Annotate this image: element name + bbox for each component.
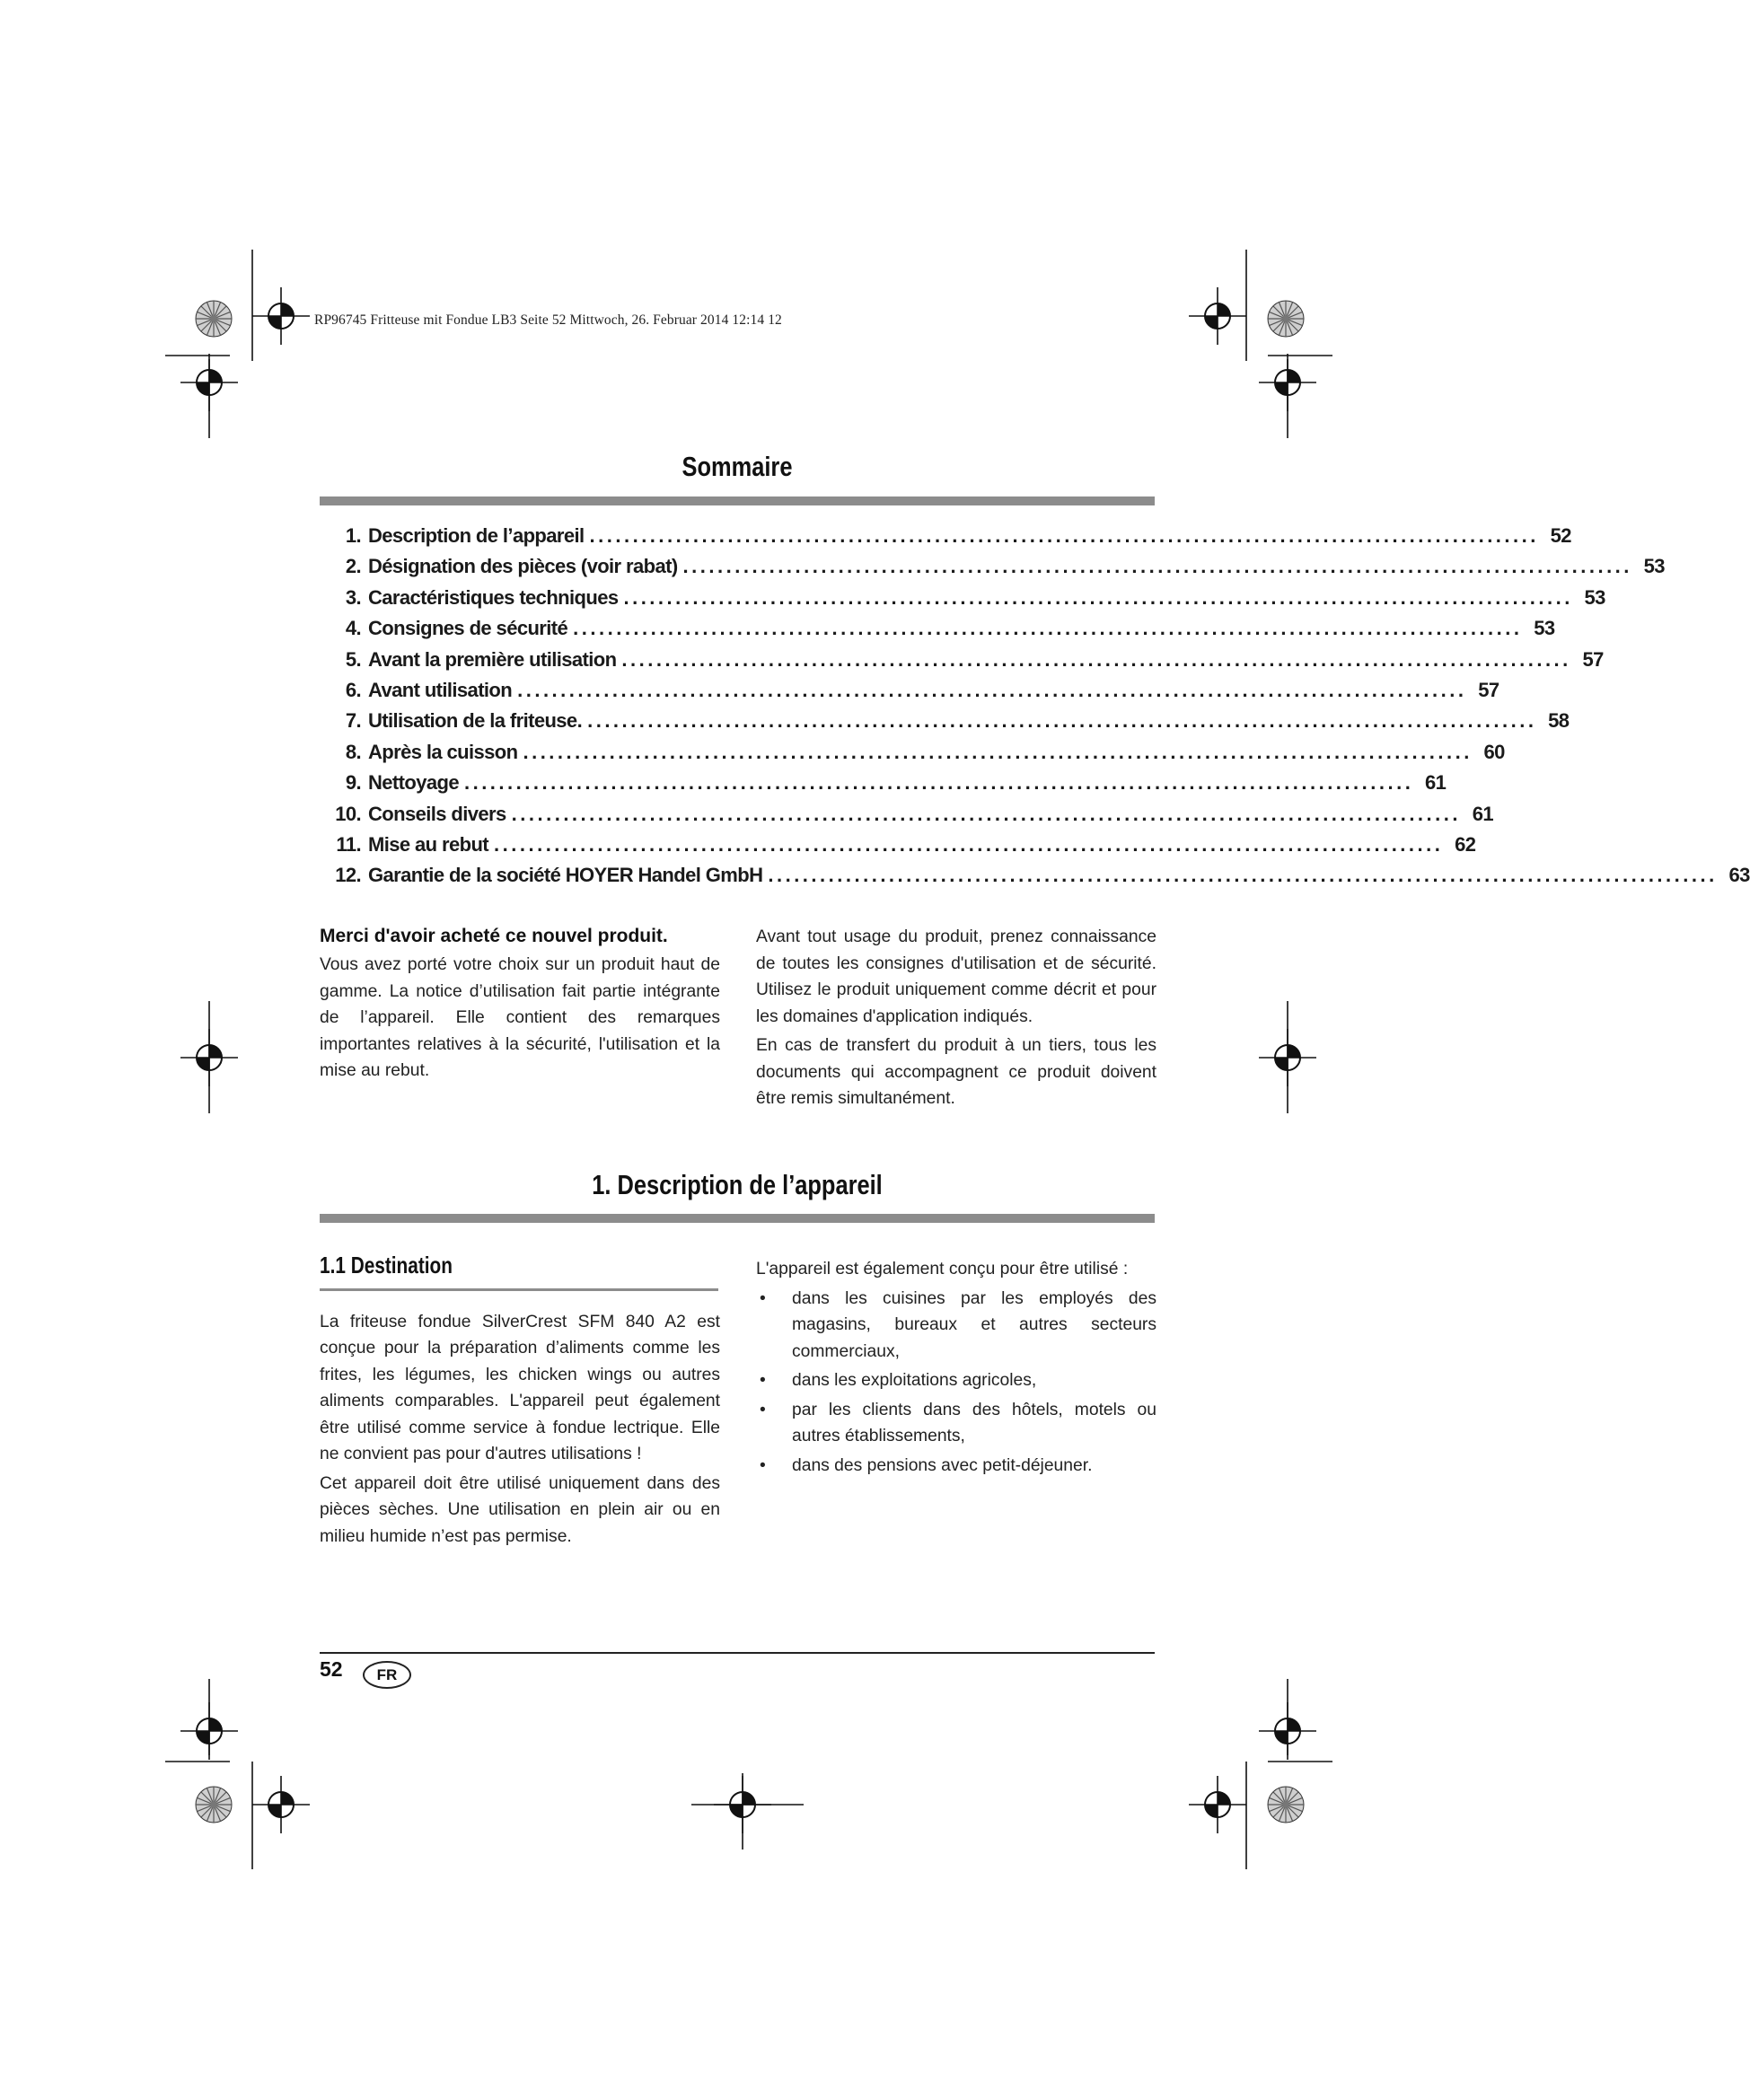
- section-title: 1. Description de l’appareil: [592, 1169, 883, 1200]
- list-item: • par les clients dans des hôtels, motels ou autres établissements,: [756, 1397, 1156, 1450]
- usage-intro: L'appareil est également conçu pour être utilisé :: [756, 1260, 1129, 1278]
- toc-leader-dots: ..............................................................................................................: [523, 740, 1473, 763]
- toc-entry[interactable]: 12. Garantie de la société HOYER Handel GmbH .............................................................................................................. 63: [335, 864, 1750, 887]
- toc-leader-dots: ..............................................................................................................: [587, 709, 1537, 733]
- toc-entry[interactable]: 8. Après la cuisson .............................................................................................................. 60: [345, 740, 1505, 763]
- print-slug: RP96745 Fritteuse mit Fondue LB3 Seite 52 Mittwoch, 26. Februar 2014 12:14 12: [314, 312, 782, 328]
- intro-right-column: [756, 924, 1156, 1115]
- destination-paragraph-1: La friteuse fondue SilverCrest SFM 840 A2 est conçue pour la préparation d’aliments comme les frites, les légumes, les chicken wings ou autres aliments comparables. L'appareil peut également être utilisé comme service à fondue lectrique. Elle ne convient pas pour d'autres utilisations !: [320, 1312, 720, 1463]
- bullet-icon: •: [760, 1288, 766, 1308]
- toc-leader-dots: ..............................................................................................................: [768, 864, 1718, 887]
- toc-entry[interactable]: 11. Mise au rebut .............................................................................................................. 62: [336, 832, 1476, 856]
- intro-right-paragraph-1: Avant tout usage du produit, prenez connaissance de toutes les consignes d'utilisation et de sécurité. Utilisez le produit uniquement comme décrit et pour les domaines d'application indiqués.: [756, 927, 1156, 1026]
- toc-leader-dots: ..............................................................................................................: [573, 617, 1523, 640]
- toc-leader-dots: ..............................................................................................................: [463, 771, 1414, 795]
- toc-entry[interactable]: 1. Description de l’appareil .............................................................................................................. 52: [345, 524, 1571, 547]
- subheading-destination: 1.1 Destination: [320, 1252, 453, 1278]
- table-of-contents: [320, 524, 1750, 895]
- toc-leader-dots: ..............................................................................................................: [494, 832, 1444, 856]
- section-title-rule: [320, 1214, 1155, 1223]
- destination-paragraph-2: Cet appareil doit être utilisé uniquement dans des pièces sèches. Une utilisation en plein air ou en milieu humide n’est pas permise.: [320, 1473, 720, 1546]
- bullet-icon: •: [760, 1455, 766, 1475]
- toc-entry[interactable]: 7. Utilisation de la friteuse. .............................................................................................................. 58: [345, 709, 1570, 733]
- toc-entry[interactable]: 3. Caractéristiques techniques .............................................................................................................. 53: [345, 585, 1605, 609]
- toc-entry[interactable]: 5. Avant la première utilisation .............................................................................................................. 57: [345, 647, 1604, 671]
- page-number: 52: [320, 1657, 343, 1681]
- toc-entry[interactable]: 9. Nettoyage .............................................................................................................. 61: [345, 771, 1447, 795]
- intro-heading: Merci d'avoir acheté ce nouvel produit.: [320, 926, 668, 946]
- intro-right-paragraph-2: En cas de transfert du produit à un tiers, tous les documents qui accompagnent ce produit doivent être remis simultanément.: [756, 1036, 1156, 1108]
- toc-title: Sommaire: [682, 451, 793, 482]
- toc-leader-dots: ..............................................................................................................: [517, 678, 1467, 701]
- list-item: • dans des pensions avec petit-déjeuner.: [756, 1453, 1156, 1480]
- toc-leader-dots: ..............................................................................................................: [623, 585, 1573, 609]
- bullet-icon: •: [760, 1371, 766, 1390]
- section1-left-column: [320, 1252, 720, 1552]
- toc-leader-dots: ..............................................................................................................: [511, 802, 1461, 825]
- usage-list: [756, 1286, 1156, 1480]
- toc-leader-dots: ..............................................................................................................: [682, 555, 1632, 578]
- toc-entry[interactable]: 4. Consignes de sécurité .............................................................................................................. 53: [345, 617, 1555, 640]
- list-item: • dans les exploitations agricoles,: [756, 1367, 1156, 1394]
- toc-entry[interactable]: 6. Avant utilisation .............................................................................................................. 57: [345, 678, 1499, 701]
- toc-entry[interactable]: 10. Conseils divers .............................................................................................................. 61: [335, 802, 1493, 825]
- footer-rule: [320, 1652, 1155, 1654]
- section1-right-column: [756, 1256, 1156, 1481]
- intro-left-column: [320, 924, 720, 1087]
- bullet-icon: •: [760, 1400, 766, 1419]
- intro-left-paragraph: Vous avez porté votre choix sur un produit haut de gamme. La notice d’utilisation fait partie intégrante de l’appareil. Elle contient des remarques importantes relatives à la sécurité, l'utilisation et la mise au rebut.: [320, 955, 720, 1080]
- toc-title-rule: [320, 496, 1155, 505]
- toc-leader-dots: ..............................................................................................................: [621, 647, 1571, 671]
- language-badge: FR: [363, 1661, 411, 1689]
- list-item: • dans les cuisines par les employés des magasins, bureaux et autres secteurs commerciaux,: [756, 1286, 1156, 1366]
- toc-entry[interactable]: 2. Désignation des pièces (voir rabat) .............................................................................................................. 53: [345, 555, 1665, 578]
- toc-leader-dots: ..............................................................................................................: [589, 524, 1539, 547]
